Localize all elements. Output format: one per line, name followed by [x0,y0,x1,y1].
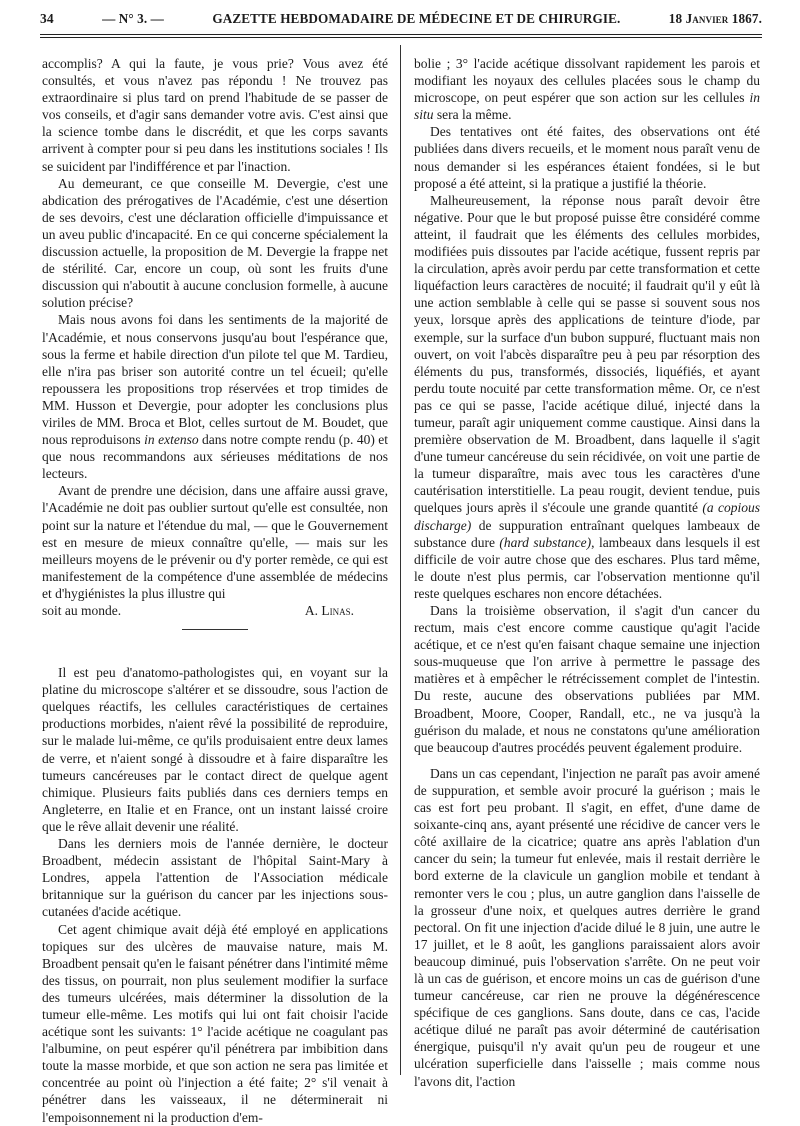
left-column [42,55,389,1125]
date-day: 18 [668,11,683,26]
date-year: 1867. [731,11,762,26]
header-rule-thin [40,37,762,38]
paragraph-last-line: soit au monde. [42,603,122,618]
column-divider [400,45,401,1075]
journal-title: GAZETTE HEBDOMADAIRE DE MÉDECINE ET DE CHIRURGIE. [212,11,621,26]
paragraph [414,55,760,123]
paragraph [42,311,388,482]
section-separator [182,629,248,630]
paragraph-gap [414,756,760,765]
paragraph: accomplis? A qui la faute, je vous prie? Vous avez été consultés, et vous n'avez pas répondu ! Ne trouvez pas extraordinaire si plus tard on prend l'habitude de se passer de vos conseils, et d'agir sans demander votre avis. C'est ainsi que la science tombe dans le discrédit, et que les corps savants arrivent à compter pour si peu dans les institutions sociales ! Ils se suicident par l'indifférence et par l'inaction. [42,56,388,174]
paragraph: Dans les derniers mois de l'année dernière, le docteur Broadbent, médecin assistant de l'hôpital Saint-Mary à Londres, appela l'attention de l'Association médicale britannique sur la guérison du cancer par les injections sous-cutanées d'acide acétique. [42,836,388,920]
paragraph-text: Malheureusement, la réponse nous paraît devoir être négative. Pour que le but proposé puisse être considéré comme atteint, il faudrait que les éléments des cellules morbides, modifiées puis dissoutes par l'acide acétique, fussent repris par la circulation, après avoir perdu par cette transformation et cette liquéfaction leurs caractères de nocuité; il faudrait qu'il y eût là une action semblable à celle qui se passe si souvent sous nos yeux, lorsque après des applications de teinture d'iode, par exemple, sur la surface d'un bubon suppuré, fluctuant mais non ouvert, on voit l'abcès disparaître peu à peu par résorption des éléments du pus, transformés, dissociés, liquéfiés, et ayant perdu toute nocuité par cette transformation même. Or, ce n'est pas ce qui se passe, l'acide acétique dilué, injecté dans la tumeur, paraît agir uniquement comme caustique. Ainsi dans la première observation de M. Broadbent, dans laquelle il s'agit d'une tumeur cancéreuse du sein récidivée, on voit une partie de la tumeur disparaître, mais avec tous les caractères d'une cautérisation interstitielle. La peau rougit, devient tendue, puis quelques jours après il s'écoule une grande quantité [414,192,760,516]
paragraph-text: dans notre compte rendu (p. 40) et que nous recommandons aux sérieuses méditations de nos lecteurs. [42,432,389,482]
italic-text: (hard substance) [499,534,592,550]
paragraph: Cet agent chimique avait déjà été employé en applications topiques sur des ulcères de mauvaise nature, mais M. Broadbent pensait qu'en le faisant pénétrer dans l'intimité même des tissus, on pourrait, non plus seulement modifier la surface des tumeurs ulcérées, mais déterminer la dissolution de la tumeur elle-même. Les motifs qui lui ont fait choisir l'acide acétique sont les suivants: 1° l'acide acétique ne coagulant pas l'albumine, on peut espérer qu'il pénétrera par imbibition dans toute la masse morbide, et que son action ne sera pas limitée et concentrée au point où l'injection a été faite; 2° s'il venait à pénétrer dans les vaisseaux, il ne déterminerait ni l'empoisonnement ni la production d'em- [42,921,389,1125]
paragraph: Au demeurant, ce que conseille M. Devergie, c'est une abdication des prérogatives de l'Académie, c'est une désertion de ses devoirs, c'est une déclaration officielle d'impuissance et un aveu public d'incapacité. En ce qui concerne spécialement la discussion actuelle, la proposition de M. Devergie la frappe net de stérilité. Car, encore un coup, où sont les fruits d'une discussion qui n'aboutit à aucune conclusion formelle, à aucune solution précise? [42,175,388,311]
page-number: 34 [40,11,54,26]
italic-text: in situ [414,90,761,123]
right-column [414,55,761,1089]
paragraph-text: de suppuration entraînant quelques lambeaux de substance dure [414,517,760,550]
signature-name: Linas. [321,603,354,618]
paragraph: Il est peu d'anatomo-pathologistes qui, en voyant sur la platine du microscope s'altérer et se dissoudre, sous l'action de quelques réactifs, les cellules caractéristiques de certaines productions morbides, n'aient rêvé la possibilité de reproduire, sur le malade lui-même, ce qu'ils produisaient entre deux lames de verre, et n'aient songé à dissoudre et à faire disparaître les tumeurs cancéreuses par le contact direct de quelque agent chimique. Plusieurs faits publiés dans ces derniers temps en Angleterre, en Italie et en France, ont un instant laissé croire que le rêve allait devenir une réalité. [42,665,388,834]
page-header [40,6,762,32]
signature-initial: A. [304,603,318,618]
italic-text: (a copious discharge) [414,500,761,533]
paragraph-text: Mais nous avons foi dans les sentiments de la majorité de l'Académie, et nous conservons jusqu'au bout l'espérance que, sous la ferme et habile direction d'un pilote tel que M. Tardieu, elle n'ira pas briser son autorité contre un tel écueil; qu'elle repoussera les propositions trop réservées et trop timides de MM. Husson et Devergie, pour adopter les conclusions plus viriles de MM. Broca et Blot, celles surtout de M. Boudet, que nous reproduisons [42,312,388,448]
paragraph [414,192,760,602]
header-rule [40,34,762,35]
paragraph-text: sera la même. [436,107,512,123]
paragraph: Avant de prendre une décision, dans une affaire aussi grave, l'Académie ne doit pas oublier surtout qu'elle est consultée, non point sur la nature et l'étendue du mal, — que le Gouvernement est en mesure de mieux connaître qu'elle, — mais sur les meilleurs moyens de le prévenir ou d'y porter remède, ce qui est manifestement de la compétence d'une assemblée de médecins et d'hygiénistes la plus illustre qui [42,483,388,601]
paragraph-text: bolie ; 3° l'acide acétique dissolvant rapidement les parois et modifiant les noyaux des cellules placées sous le champ du microscope, on peut espérer que son action sur les cellules [414,56,760,106]
paragraph: Dans la troisième observation, il s'agit d'un cancer du rectum, mais c'est encore comme caustique qu'agit l'acide acétique, et ce n'est qu'en faisant chaque semaine une injection sous-muqueuse que l'on arrive à permettre le passage des matières et à empêcher le rétrécissement complet de l'intestin. Du reste, aucune des observations publiées par MM. Broadbent, Moore, Cooper, Randall, etc., ne va jusqu'à la guérison du malade, et nous ne constatons qu'une amélioration que beaucoup d'autres procédés peuvent également produire. [414,603,760,755]
paragraph: Dans un cas cependant, l'injection ne paraît pas avoir amené de suppuration, et semble avoir procuré la guérison ; mais le cas est fort peu probant. Il s'agit, en effet, d'une dame de soixante-cinq ans, ayant présenté une récidive de cancer vers le côté axillaire de la cicatrice; quatre ans après l'ablation d'un cancer du sein; la tumeur fut enlevée, mais il restait derrière le bord externe de la clavicule un ganglion mobile et tendant à remonter vers le cou ; plus, un autre ganglion dans l'aisselle de la grosseur d'une noix, et quelques autres derrière le grand pectoral. On fit une injection d'acide dilué le 8 juin, une autre le 17 juillet, et le 8 août, les ganglions paraissaient alors avoir beaucoup diminué, puis l'observation s'arrête. On ne peut voir là un cas de guérison, et encore moins un cas de guérison d'une tumeur cancéreuse, car rien ne prouve la dégénérescence spécifique de ces ganglions. Sans doute, dans ce cas, l'acide acétique dilué ne paraît pas avoir déterminé de cautérisation énergique, puisqu'il n'y avait qu'un peu de rougeur et une ulcération superficielle dans l'aisselle ; mais comme nous l'avons dit, l'action [414,765,760,1089]
issue-number: — N° 3. — [102,11,164,26]
paragraph-text: , lambeaux dans lesquels il est difficile de voir autre chose que des eschares. Plus tard même, le doute n'est plus permis, car l'observation mentionne qu'il reste quelques eschares non encore détachées. [414,534,760,601]
issue-date [669,11,762,27]
date-month: Janvier [685,11,729,26]
paragraph: Des tentatives ont été faites, des observations ont été publiées dans divers recueils, et le moment nous paraît venu de nous demander si les espérances étaient fondées, si le but proposé a été atteint, si la pratique a justifié la théorie. [414,124,760,191]
italic-text: in extenso [144,432,199,448]
